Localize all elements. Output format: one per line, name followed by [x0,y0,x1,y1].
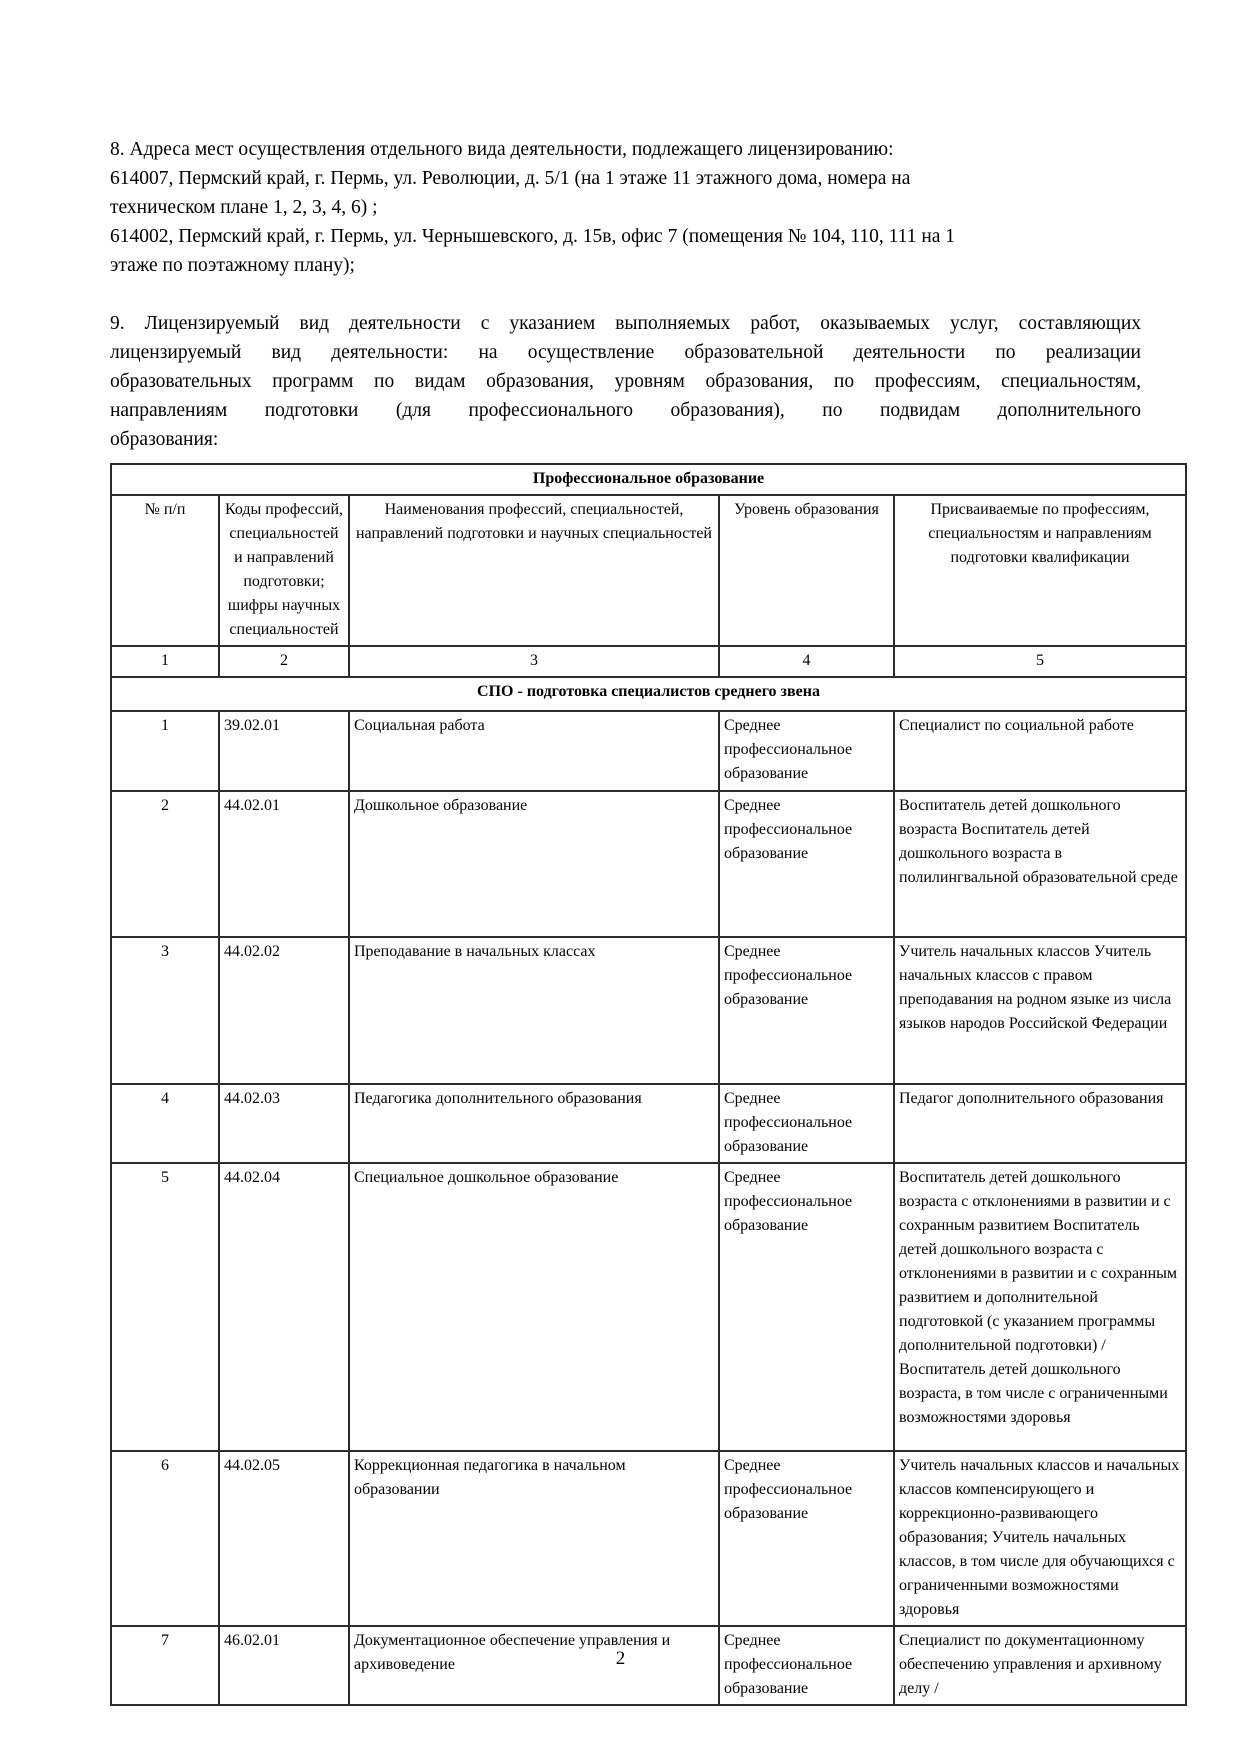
paragraph-line: 9. Лицензируемый вид деятельности с указанием выполняемых работ, оказываемых услуг, составляющих [110,313,1141,334]
name-cell: Педагогика дополнительного образования [349,1084,719,1163]
table-header-row [111,495,1186,646]
column-number: 2 [219,646,349,677]
level-cell: Среднее профессиональное образование [719,1163,894,1451]
column-number: 5 [894,646,1186,677]
table-row [111,711,1186,791]
row-number-cell: 2 [111,791,219,937]
section-band-label: СПО - подготовка специалистов среднего звена [111,677,1186,711]
section-9-paragraph [110,309,1141,454]
name-cell: Коррекционная педагогика в начальном образовании [349,1451,719,1626]
table-row [111,791,1186,937]
column-header-level: Уровень образования [719,495,894,646]
column-number: 1 [111,646,219,677]
row-number-cell: 3 [111,937,219,1084]
table-row [111,1084,1186,1163]
section-8-paragraph [110,135,1141,280]
row-number-cell: 7 [111,1626,219,1705]
row-number-cell: 4 [111,1084,219,1163]
level-cell: Среднее профессиональное образование [719,1451,894,1626]
level-cell: Среднее профессиональное образование [719,791,894,937]
paragraph-line: лицензируемый вид деятельности: на осуществление образовательной деятельности по реализации [110,342,1141,363]
code-cell: 46.02.01 [219,1626,349,1705]
level-cell: Среднее профессиональное образование [719,937,894,1084]
level-cell: Среднее профессиональное образование [719,1084,894,1163]
name-cell: Преподавание в начальных классах [349,937,719,1084]
paragraph-line: образования: [110,429,219,450]
column-numbers-row [111,646,1186,677]
column-number: 4 [719,646,894,677]
paragraph-line: 8. Адреса мест осуществления отдельного вида деятельности, подлежащего лицензированию: [110,139,894,160]
qualification-cell: Специалист по социальной работе [894,711,1186,791]
table-row [111,1451,1186,1626]
paragraph-line: этаже по поэтажному плану); [110,255,355,276]
qualification-cell: Воспитатель детей дошкольного возраста Воспитатель детей дошкольного возраста в полилингвальной образовательной среде [894,791,1186,937]
column-header-qualification: Присваиваемые по профессиям, специальностям и направлениям подготовки квалификации [894,495,1186,646]
code-cell: 39.02.01 [219,711,349,791]
code-cell: 44.02.03 [219,1084,349,1163]
paragraph-spacer [110,280,1185,309]
level-cell: Среднее профессиональное образование [719,711,894,791]
paragraph-line: образовательных программ по видам образования, уровням образования, по профессиям, специальностям, [110,371,1141,392]
row-number-cell: 1 [111,711,219,791]
table-title: Профессиональное образование [111,464,1186,495]
code-cell: 44.02.02 [219,937,349,1084]
name-cell: Дошкольное образование [349,791,719,937]
column-header-num: № п/п [111,495,219,646]
table-title-row [111,464,1186,495]
qualification-cell: Специалист по документационному обеспечению управления и архивному делу / [894,1626,1186,1705]
column-number: 3 [349,646,719,677]
code-cell: 44.02.04 [219,1163,349,1451]
row-number-cell: 5 [111,1163,219,1451]
name-cell: Социальная работа [349,711,719,791]
paragraph-line: техническом плане 1, 2, 3, 4, 6) ; [110,197,378,218]
row-number-cell: 6 [111,1451,219,1626]
page-number: 2 [615,1648,626,1669]
paragraph-line: 614002, Пермский край, г. Пермь, ул. Чернышевского, д. 15в, офис 7 (помещения № 104, 110, 111 на 1 [110,226,956,247]
table-row [111,937,1186,1084]
table-row [111,1163,1186,1451]
qualification-cell: Учитель начальных классов и начальных классов компенсирующего и коррекционно-развивающего образования; Учитель начальных классов, в том числе для обучающихся с ограниченными возможностями здоровья [894,1451,1186,1626]
column-header-codes: Коды профессий, специальностей и направлений подготовки; шифры научных специальностей [219,495,349,646]
code-cell: 44.02.05 [219,1451,349,1626]
name-cell: Документационное обеспечение управления и архивоведение [349,1626,719,1705]
paragraph-line: направлениям подготовки (для профессионального образования), по подвидам дополнительного [110,400,1141,421]
column-header-names: Наименования профессий, специальностей, направлений подготовки и научных специальностей [349,495,719,646]
code-cell: 44.02.01 [219,791,349,937]
qualification-cell: Педагог дополнительного образования [894,1084,1186,1163]
level-cell: Среднее профессиональное образование [719,1626,894,1705]
section-band-row [111,677,1186,711]
qualification-cell: Воспитатель детей дошкольного возраста с отклонениями в развитии и с сохранным развитием Воспитатель детей дошкольного возраста с отклонениями в развитии и с сохранным развитием и дополнительной подготовкой (с указанием программы дополнительной подготовки) / Воспитатель детей дошкольного возраста, в том числе с ограниченными возможностями здоровья [894,1163,1186,1451]
education-programs-table [110,463,1187,1706]
name-cell: Специальное дошкольное образование [349,1163,719,1451]
paragraph-line: 614007, Пермский край, г. Пермь, ул. Революции, д. 5/1 (на 1 этаже 11 этажного дома, номера на [110,168,911,189]
qualification-cell: Учитель начальных классов Учитель начальных классов с правом преподавания на родном языке из числа языков народов Российской Федерации [894,937,1186,1084]
